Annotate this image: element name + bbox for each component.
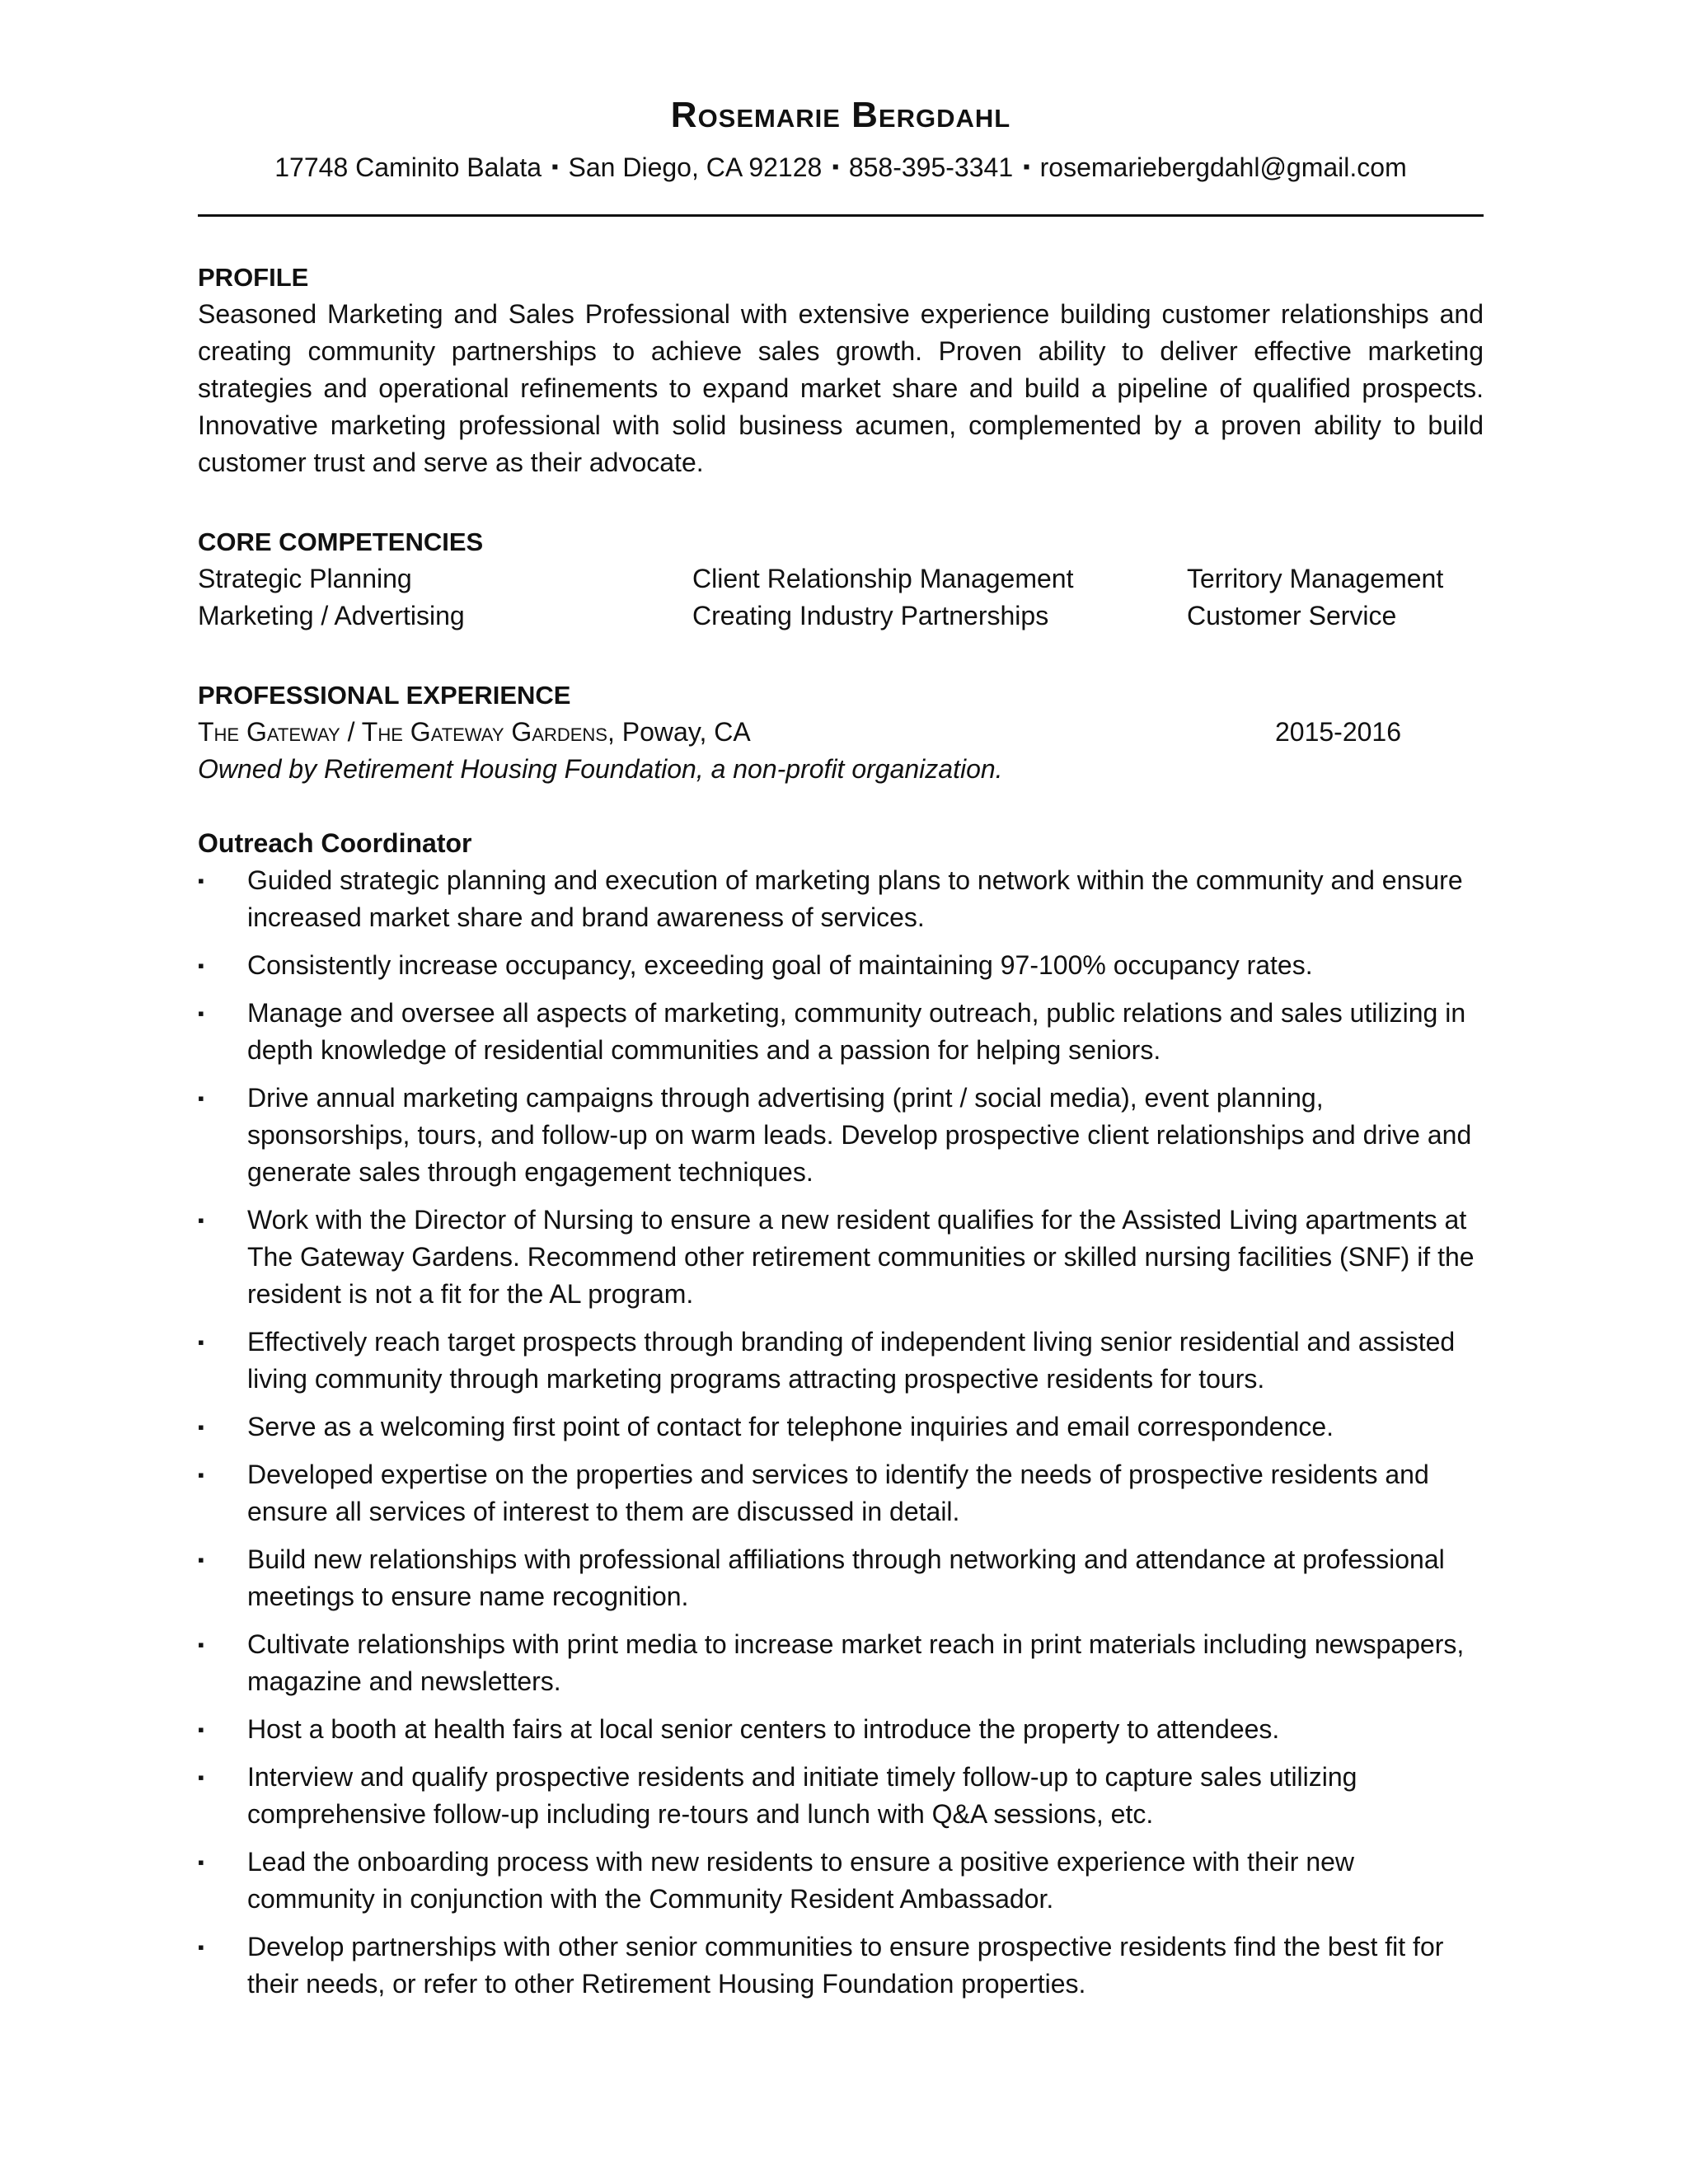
bullet-text: Develop partnerships with other senior communities to ensure prospective residents find the best fit for their needs, or refer to other Retirement Housing Foundation properties. (247, 1932, 1444, 1999)
bullet-text: Effectively reach target prospects through branding of independent living senior residential and assisted living community through marketing programs attracting prospective residents for tours. (247, 1327, 1456, 1394)
bullet-icon: ▪ (198, 1210, 204, 1230)
contact-phone: 858-395-3341 (848, 152, 1014, 182)
bullet-icon: ▪ (198, 1549, 204, 1570)
list-item (198, 1324, 1484, 1398)
bullet-icon: ▪ (198, 1852, 204, 1872)
profile-text: Seasoned Marketing and Sales Professional with extensive experience building customer relationships and creating community partnerships to achieve sales growth. Proven ability to deliver effective marketing strategies and operational refinements to expand market share and build a pipeline of qualified prospects. Innovative marketing professional with solid business acumen, complemented by a proven ability to build customer trust and serve as their advocate. (198, 299, 1484, 477)
competencies-grid (198, 560, 1484, 635)
candidate-name: Rosemarie Bergdahl (670, 95, 1011, 135)
competency-item: Territory Management (1187, 564, 1444, 593)
experience-heading: PROFESSIONAL EXPERIENCE (198, 681, 571, 710)
list-item (198, 1844, 1484, 1918)
job-dates: 2015-2016 (1274, 717, 1401, 747)
list-item (198, 1456, 1484, 1530)
list-item (198, 947, 1484, 984)
bullet-text: Interview and qualify prospective residents and initiate timely follow-up to capture sales utilizing comprehensive follow-up including re-tours and lunch with Q&A sessions, etc. (247, 1762, 1357, 1829)
header-divider (198, 214, 1484, 217)
contact-email: rosemariebergdahl@gmail.com (1039, 152, 1407, 182)
contact-city: San Diego, CA 92128 (568, 152, 823, 182)
bullet-text: Host a booth at health fairs at local senior centers to introduce the property to attendees. (247, 1714, 1280, 1744)
bullet-icon: ▪ (198, 870, 204, 891)
bullet-text: Cultivate relationships with print media to increase market reach in print materials including newspapers, magazine and newsletters. (247, 1629, 1465, 1696)
list-item (198, 1080, 1484, 1191)
job-title: Outreach Coordinator (198, 828, 472, 858)
bullet-text: Developed expertise on the properties and services to identify the needs of prospective residents and ensure all services of interest to them are discussed in detail. (247, 1460, 1429, 1526)
competency-item: Client Relationship Management (692, 564, 1074, 593)
bullet-icon: ▪ (198, 1088, 204, 1108)
separator-icon: ▪ (1023, 156, 1030, 178)
bullet-icon: ▪ (198, 1332, 204, 1352)
competencies-heading: CORE COMPETENCIES (198, 527, 484, 556)
list-item (198, 1202, 1484, 1313)
resume-page (198, 91, 1484, 2013)
employer-name: The Gateway / The Gateway Gardens (198, 717, 607, 747)
bullet-icon: ▪ (198, 1719, 204, 1740)
list-item (198, 1541, 1484, 1615)
contact-address: 17748 Caminito Balata (274, 152, 542, 182)
separator-icon: ▪ (551, 156, 559, 178)
bullet-text: Lead the onboarding process with new residents to ensure a positive experience with their new community in conjunction with the Community Resident Ambassador. (247, 1847, 1355, 1914)
employer-location: , Poway, CA (607, 717, 751, 747)
bullet-icon: ▪ (198, 1767, 204, 1788)
bullet-icon: ▪ (198, 955, 204, 976)
bullet-text: Work with the Director of Nursing to ensure a new resident qualifies for the Assisted Living apartments at The Gateway Gardens. Recommend other retirement communities or skilled nursing facilities (SNF) if the resident is not a fit for the AL program. (247, 1205, 1475, 1309)
bullet-text: Consistently increase occupancy, exceeding goal of maintaining 97-100% occupancy rates. (247, 950, 1313, 980)
bullet-icon: ▪ (198, 1937, 204, 1957)
bullet-icon: ▪ (198, 1417, 204, 1437)
competency-item: Strategic Planning (198, 564, 412, 593)
bullet-text: Drive annual marketing campaigns through advertising (print / social media), event planning, sponsorships, tours, and follow-up on warm leads. Develop prospective client relationships and drive and generate sales through engagement techniques. (247, 1083, 1472, 1187)
competency-item: Customer Service (1187, 601, 1397, 630)
competency-item: Marketing / Advertising (198, 601, 465, 630)
bullet-text: Manage and oversee all aspects of marketing, community outreach, public relations and sales utilizing in depth knowledge of residential communities and a passion for helping seniors. (247, 998, 1466, 1065)
bullet-icon: ▪ (198, 1003, 204, 1024)
experience-section (198, 677, 1484, 2003)
job-header (198, 714, 1484, 751)
employer-note: Owned by Retirement Housing Foundation, a non-profit organization. (198, 754, 1003, 784)
profile-heading: PROFILE (198, 263, 309, 292)
responsibilities-list (198, 862, 1484, 2003)
list-item (198, 995, 1484, 1069)
list-item (198, 1626, 1484, 1700)
bullet-text: Guided strategic planning and execution of marketing plans to network within the community and ensure increased market share and brand awareness of services. (247, 865, 1463, 932)
competency-item: Creating Industry Partnerships (692, 601, 1049, 630)
job-employer-line (198, 714, 751, 751)
bullet-icon: ▪ (198, 1465, 204, 1485)
bullet-text: Serve as a welcoming first point of contact for telephone inquiries and email correspondence. (247, 1412, 1334, 1441)
profile-section (198, 260, 1484, 481)
list-item (198, 1711, 1484, 1748)
contact-line (198, 148, 1484, 186)
list-item (198, 1759, 1484, 1833)
list-item (198, 1408, 1484, 1446)
competencies-section (198, 524, 1484, 635)
bullet-icon: ▪ (198, 1634, 204, 1655)
list-item (198, 1929, 1484, 2003)
separator-icon: ▪ (832, 156, 839, 178)
bullet-text: Build new relationships with professional affiliations through networking and attendance at professional meetings to ensure name recognition. (247, 1544, 1445, 1611)
list-item (198, 862, 1484, 936)
